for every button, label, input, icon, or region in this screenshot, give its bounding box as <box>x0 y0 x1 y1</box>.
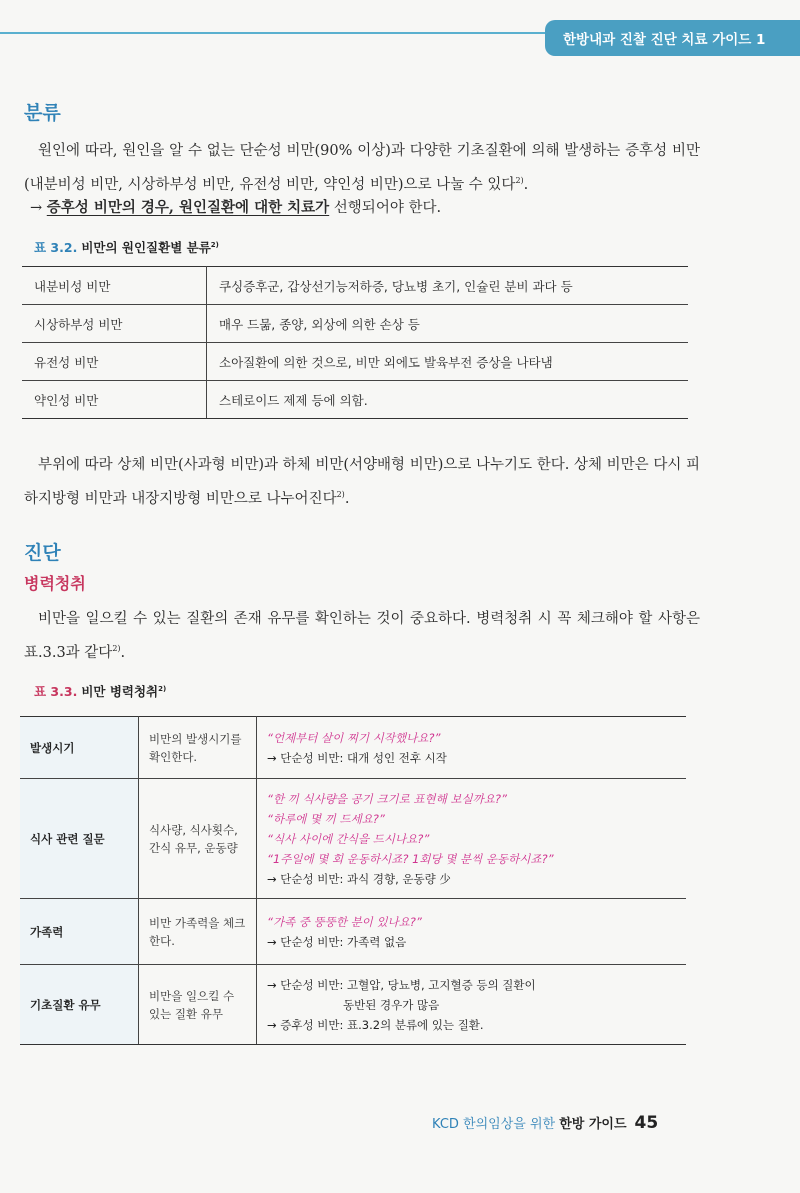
sample-question: “1주일에 몇 회 운동하시죠? 1회당 몇 분씩 운동하시죠?” <box>267 851 554 866</box>
clinical-note: 동반된 경우가 많음 <box>343 997 440 1012</box>
sample-question: “식사 사이에 간식을 드시나요?” <box>267 831 430 846</box>
clinical-note: → 단순성 비만: 과식 경향, 운동량 少 <box>267 871 451 886</box>
table-row <box>22 381 688 419</box>
sample-question: “한 끼 식사량을 공기 크기로 표현해 보실까요?” <box>267 791 507 806</box>
table-row <box>20 779 686 899</box>
history-item-content <box>257 717 687 779</box>
table-row <box>22 267 688 305</box>
page-footer: KCD 한의임상을 위한 한방 가이드 45 <box>432 1113 659 1133</box>
classification-paragraph: 원인에 따라, 원인을 알 수 없는 단순성 비만(90% 이상)과 다양한 기초질환에 의해 발생하는 증후성 비만(내분비성 비만, 시상하부성 비만, 유전성 비만, 약인성 비만)으로 나눌 수 있다$^{2)}$. <box>24 143 700 193</box>
clinical-note: → 단순성 비만: 고혈압, 당뇨병, 고지혈증 등의 질환이 <box>267 977 536 992</box>
clinical-note: → 단순성 비만: 대개 성인 전후 시작 <box>267 750 447 765</box>
history-item-purpose: 식사량, 식사횟수, 간식 유무, 운동량 <box>139 779 257 899</box>
classification-emphasis-line: → 증후성 비만의 경우, 원인질환에 대한 치료가 선행되어야 한다. <box>30 199 442 216</box>
table-row <box>20 965 686 1045</box>
obesity-type-cell: 내분비성 비만 <box>22 267 207 305</box>
table-3-2 <box>22 266 688 419</box>
history-item-content <box>257 965 687 1045</box>
table-row <box>20 899 686 965</box>
section-heading-diagnosis: 진단 <box>24 542 61 564</box>
running-header: 한방내과 진찰 진단 치료 가이드 1 <box>545 20 800 56</box>
obesity-type-cell: 약인성 비만 <box>22 381 207 419</box>
sample-question: “하루에 몇 끼 드세요?” <box>267 811 385 826</box>
history-item-label: 기초질환 유무 <box>20 965 139 1045</box>
table-3-3 <box>20 716 686 1045</box>
diagnosis-paragraph: 비만을 일으킬 수 있는 질환의 존재 유무를 확인하는 것이 중요하다. 병력청취 시 꼭 체크해야 할 사항은 표.3.3과 같다$^{2)}$. <box>24 611 700 661</box>
history-item-purpose: 비만 가족력을 체크한다. <box>139 899 257 965</box>
cause-description-cell: 소아질환에 의한 것으로, 비만 외에도 발육부전 증상을 나타냄 <box>207 343 689 381</box>
history-item-content <box>257 779 687 899</box>
table-row <box>22 305 688 343</box>
cause-description-cell: 쿠싱증후군, 갑상선기능저하증, 당뇨병 초기, 인슐린 분비 과다 등 <box>207 267 689 305</box>
section-heading-classification: 분류 <box>24 102 61 124</box>
clinical-note: → 증후성 비만: 표.3.2의 분류에 있는 질환. <box>267 1017 484 1032</box>
subheading-history-taking: 병력청취 <box>24 574 86 593</box>
sample-question: “가족 중 뚱뚱한 분이 있나요?” <box>267 914 422 929</box>
page-number: 45 <box>634 1113 659 1133</box>
sample-question: “언제부터 살이 찌기 시작했나요?” <box>267 730 441 745</box>
header-rule <box>0 32 545 34</box>
history-item-label: 발생시기 <box>20 717 139 779</box>
arrow-icon: → <box>30 200 43 216</box>
obesity-type-cell: 시상하부성 비만 <box>22 305 207 343</box>
history-item-label: 식사 관련 질문 <box>20 779 139 899</box>
cause-description-cell: 스테로이드 제제 등에 의함. <box>207 381 689 419</box>
obesity-type-cell: 유전성 비만 <box>22 343 207 381</box>
cause-description-cell: 매우 드묾, 종양, 외상에 의한 손상 등 <box>207 305 689 343</box>
clinical-note: → 단순성 비만: 가족력 없음 <box>267 934 407 949</box>
table-3-2-caption: 표 3.2. 비만의 원인질환별 분류$^{2)}$ <box>34 240 219 255</box>
history-item-content <box>257 899 687 965</box>
history-item-label: 가족력 <box>20 899 139 965</box>
emphasis-text: 증후성 비만의 경우, 원인질환에 대한 치료가 <box>46 199 330 216</box>
table-row <box>20 717 686 779</box>
table-3-3-caption: 표 3.3. 비만 병력청취$^{2)}$ <box>34 684 167 699</box>
history-item-purpose: 비만을 일으킬 수 있는 질환 유무 <box>139 965 257 1045</box>
history-item-purpose: 비만의 발생시기를 확인한다. <box>139 717 257 779</box>
body-type-paragraph: 부위에 따라 상체 비만(사과형 비만)과 하체 비만(서양배형 비만)으로 나누기도 한다. 상체 비만은 다시 피하지방형 비만과 내장지방형 비만으로 나누어진다$^{2)}$. <box>24 457 700 507</box>
table-row <box>22 343 688 381</box>
